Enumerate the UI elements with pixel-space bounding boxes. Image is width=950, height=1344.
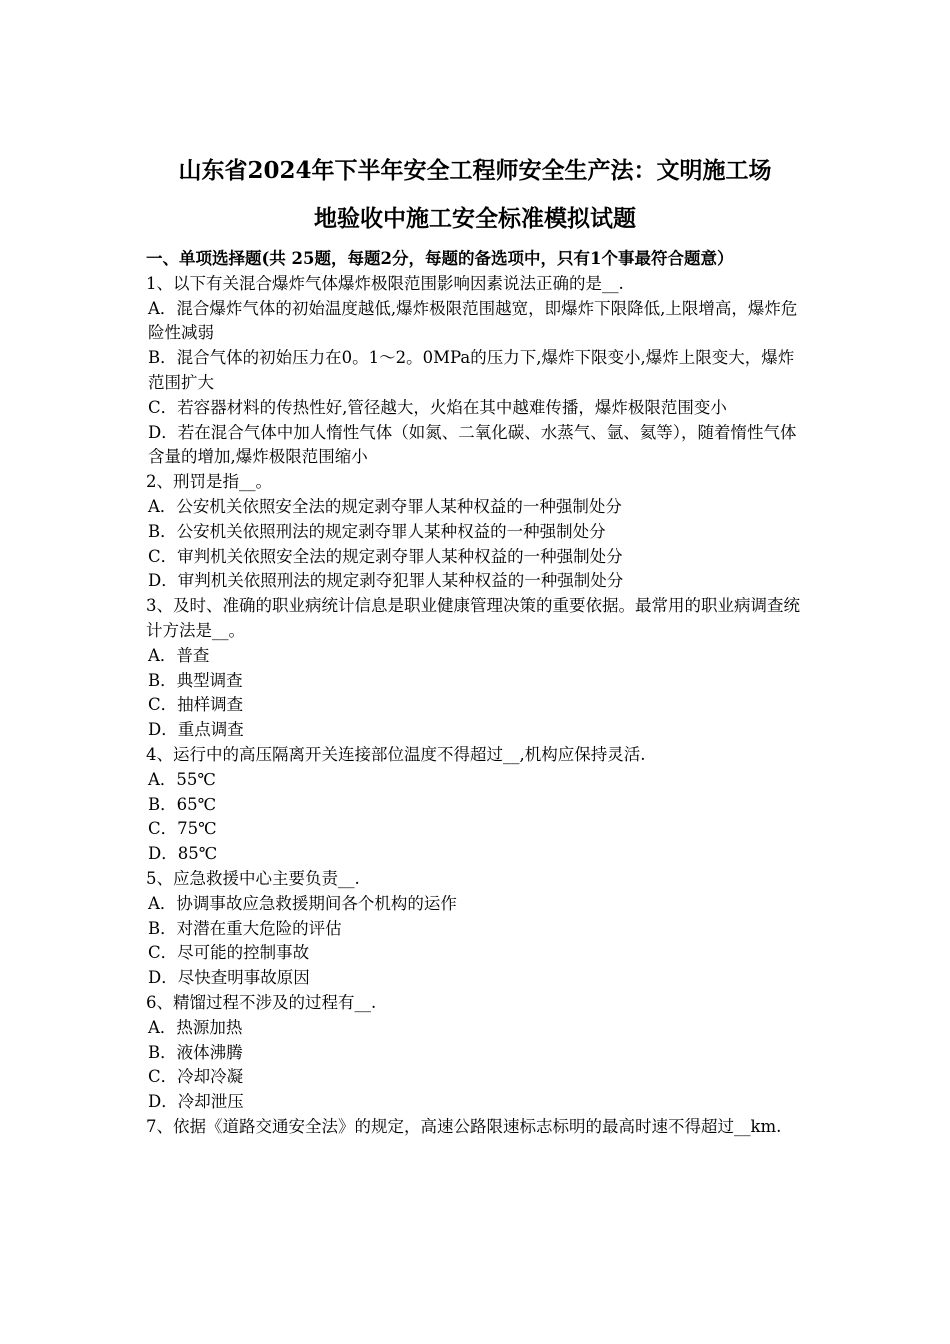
option-b: B．公安机关依照刑法的规定剥夺罪人某种权益的一种强制处分	[148, 521, 606, 541]
question-stem: 6、精馏过程不涉及的过程有__.	[146, 992, 377, 1012]
option-a: A．55℃	[148, 769, 216, 789]
option-b: B．对潜在重大危险的评估	[148, 918, 342, 938]
option-c: C．冷却冷凝	[148, 1067, 244, 1087]
document-title-line-2: 地验收中施工安全标准模拟试题	[314, 205, 636, 232]
option-a: A．公安机关依照安全法的规定剥夺罪人某种权益的一种强制处分	[148, 496, 622, 516]
option-b: B．65℃	[148, 794, 217, 814]
option-d: D．尽快查明事故原因	[148, 968, 310, 988]
document-body	[146, 247, 808, 1140]
option-d: D．冷却泄压	[148, 1092, 244, 1112]
question-stem: 7、依据《道路交通安全法》的规定，高速公路限速标志标明的最高时速不得超过__km.	[146, 1116, 782, 1136]
question-5	[146, 867, 808, 991]
option-a: A．协调事故应急救援期间各个机构的运作	[148, 893, 457, 913]
question-1	[146, 272, 808, 470]
option-c: C．审判机关依照安全法的规定剥夺罪人某种权益的一种强制处分	[148, 546, 623, 566]
option-d: D．85℃	[148, 844, 218, 864]
option-d: D．若在混合气体中加人惰性气体（如氮、二氧化碳、水蒸气、氩、氦等），随着惰性气体含量的增加,爆炸极限范围缩小	[148, 422, 797, 467]
question-stem: 1、以下有关混合爆炸气体爆炸极限范围影响因素说法正确的是__.	[146, 273, 624, 293]
question-7	[146, 1115, 808, 1140]
question-3	[146, 594, 808, 743]
option-d: D．重点调查	[148, 720, 244, 740]
option-b: B．典型调查	[148, 670, 243, 690]
document-title-line-1: 山东省2024年下半年安全工程师安全生产法：文明施工场	[178, 157, 772, 184]
question-6	[146, 991, 808, 1115]
option-c: C．75℃	[148, 819, 217, 839]
question-2	[146, 470, 808, 594]
question-stem: 5、应急救援中心主要负责__.	[146, 868, 360, 888]
option-a: A．热源加热	[148, 1017, 243, 1037]
option-c: C．若容器材料的传热性好,管径越大，火焰在其中越难传播，爆炸极限范围变小	[148, 397, 727, 417]
question-4	[146, 743, 808, 867]
option-a: A．普查	[148, 645, 210, 665]
section-heading: 一、单项选择题(共 25题，每题2分，每题的备选项中，只有1个事最符合题意）	[146, 249, 734, 268]
option-d: D．审判机关依照刑法的规定剥夺犯罪人某种权益的一种强制处分	[148, 571, 624, 591]
question-stem: 2、刑罚是指__。	[146, 472, 272, 492]
option-a: A．混合爆炸气体的初始温度越低,爆炸极限范围越宽，即爆炸下限降低,上限增高，爆炸危险性减弱	[148, 298, 798, 343]
option-b: B．液体沸腾	[148, 1042, 243, 1062]
option-c: C．抽样调查	[148, 695, 244, 715]
option-c: C．尽可能的控制事故	[148, 943, 310, 963]
question-stem: 3、及时、准确的职业病统计信息是职业健康管理决策的重要依据。最常用的职业病调查统计方法是__。	[146, 596, 800, 640]
option-b: B．混合气体的初始压力在0。1～2。0MPa的压力下,爆炸下限变小,爆炸上限变大，爆炸范围扩大	[148, 348, 795, 392]
question-stem: 4、运行中的高压隔离开关连接部位温度不得超过__,机构应保持灵活.	[146, 744, 646, 764]
